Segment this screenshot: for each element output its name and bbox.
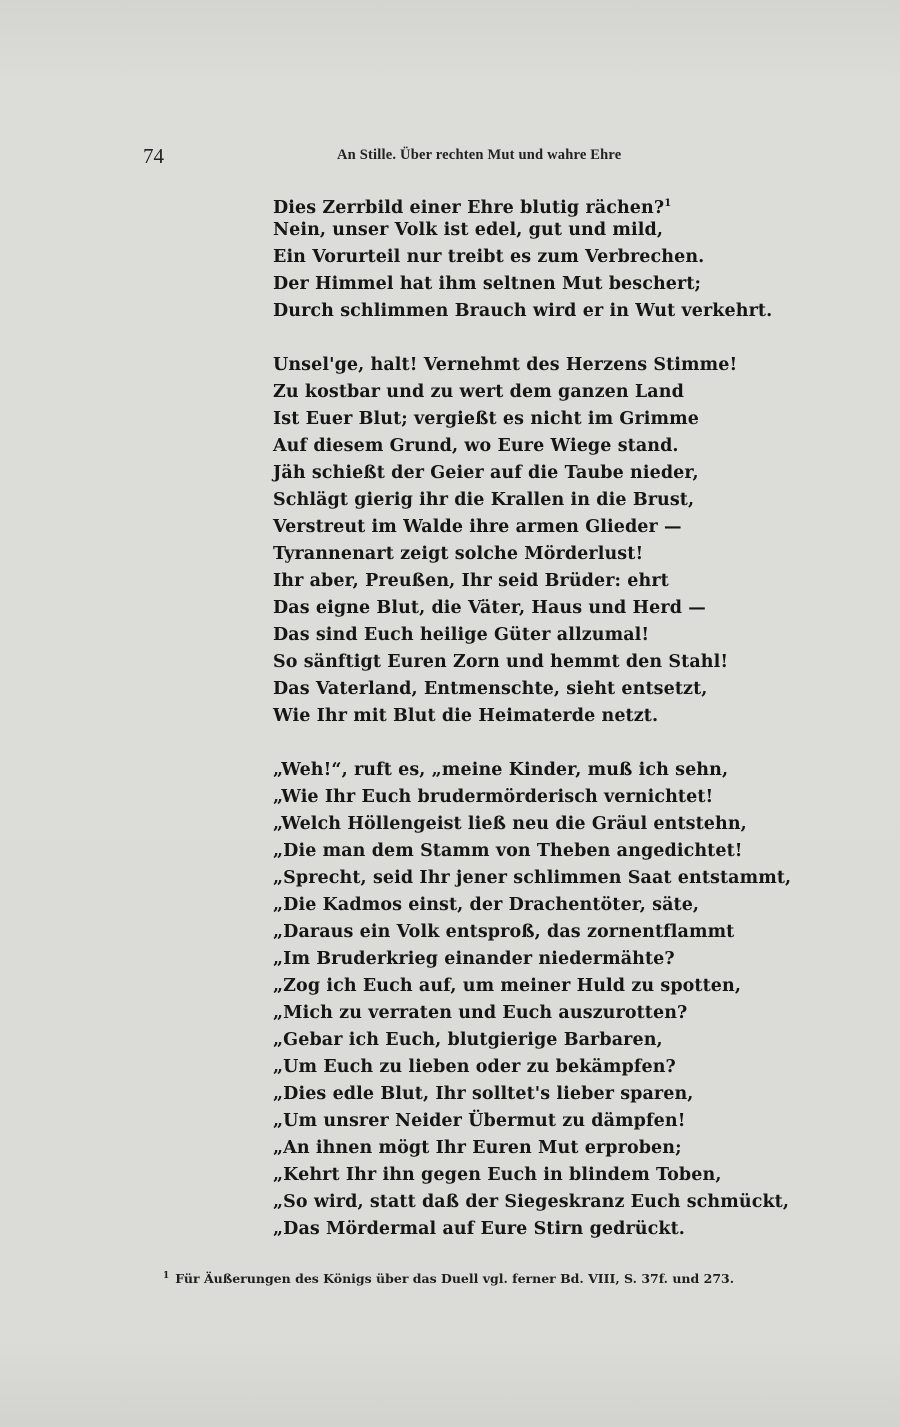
- poem-line: „So wird, statt daß der Siegeskranz Euch schmückt,: [273, 1192, 790, 1212]
- poem-line: „Die Kadmos einst, der Drachentöter, säte,: [273, 895, 700, 915]
- poem-line: Das sind Euch heilige Güter allzumal!: [273, 625, 650, 645]
- footnote-ref: 1: [664, 198, 672, 209]
- poem-line: „Wie Ihr Euch brudermörderisch vernichtet!: [273, 787, 714, 807]
- poem-line: Nein, unser Volk ist edel, gut und mild,: [273, 220, 664, 240]
- poem-line: „An ihnen mögt Ihr Euren Mut erproben;: [273, 1138, 682, 1158]
- poem-line: Jäh schießt der Geier auf die Taube nieder,: [273, 463, 699, 483]
- poem-line: Das Vaterland, Entmenschte, sieht entsetzt,: [273, 679, 708, 699]
- poem-line: Zu kostbar und zu wert dem ganzen Land: [273, 382, 684, 402]
- poem-line: Ein Vorurteil nur treibt es zum Verbrechen.: [273, 247, 705, 267]
- poem-line: Ihr aber, Preußen, Ihr seid Brüder: ehrt: [273, 571, 669, 591]
- poem-line: „Weh!“, ruft es, „meine Kinder, muß ich sehn,: [273, 760, 729, 780]
- poem-line: „Gebar ich Euch, blutgierige Barbaren,: [273, 1030, 663, 1050]
- poem-line: „Um Euch zu lieben oder zu bekämpfen?: [273, 1057, 676, 1077]
- footnote-mark: 1: [163, 1271, 170, 1281]
- stanza: [273, 190, 773, 325]
- page-header: [143, 144, 663, 172]
- page-number: 74: [143, 144, 164, 168]
- poem-line: Schlägt gierig ihr die Krallen in die Brust,: [273, 490, 695, 510]
- poem-line: „Dies edle Blut, Ihr solltet's lieber sparen,: [273, 1084, 694, 1104]
- stanza: [273, 757, 792, 1243]
- running-head: An Stille. Über rechten Mut und wahre Ehre: [337, 147, 622, 163]
- poem-line: „Zog ich Euch auf, um meiner Huld zu spotten,: [273, 976, 742, 996]
- poem-line: „Daraus ein Volk entsproß, das zornentflammt: [273, 922, 735, 942]
- poem-line: Wie Ihr mit Blut die Heimaterde netzt.: [273, 706, 659, 726]
- poem-line: „Die man dem Stamm von Theben angedichtet!: [273, 841, 743, 861]
- poem-line: Der Himmel hat ihm seltnen Mut beschert;: [273, 274, 702, 294]
- poem-line: So sänftigt Euren Zorn und hemmt den Stahl!: [273, 652, 729, 672]
- stanza-break: [273, 325, 743, 352]
- footnote: [163, 1271, 734, 1286]
- poem-line: Unsel'ge, halt! Vernehmt des Herzens Stimme!: [273, 355, 738, 375]
- poem-line: Verstreut im Walde ihre armen Glieder —: [273, 517, 682, 537]
- stanza-break: [273, 730, 743, 757]
- poem-line: Das eigne Blut, die Väter, Haus und Herd —: [273, 598, 706, 618]
- poem-line: „Mich zu verraten und Euch auszurotten?: [273, 1003, 688, 1023]
- stanza: [273, 352, 743, 730]
- poem-line: Auf diesem Grund, wo Eure Wiege stand.: [273, 436, 679, 456]
- poem-line: „Welch Höllengeist ließ neu die Gräul entstehn,: [273, 814, 747, 834]
- footnote-text: Für Äußerungen des Königs über das Duell vgl. ferner Bd. VIII, S. 37f. und 273.: [175, 1271, 735, 1287]
- poem-line: Durch schlimmen Brauch wird er in Wut verkehrt.: [273, 301, 773, 321]
- poem-line: „Kehrt Ihr ihn gegen Euch in blindem Toben,: [273, 1165, 722, 1185]
- poem-line: Dies Zerrbild einer Ehre blutig rächen?$^1$: [273, 197, 672, 218]
- poem: [273, 190, 792, 1243]
- poem-line: Tyrannenart zeigt solche Mörderlust!: [273, 544, 644, 564]
- poem-line: „Um unsrer Neider Übermut zu dämpfen!: [273, 1111, 686, 1131]
- poem-line: „Das Mördermal auf Eure Stirn gedrückt.: [273, 1219, 685, 1239]
- poem-line: Ist Euer Blut; vergießt es nicht im Grimme: [273, 409, 699, 429]
- poem-line: „Im Bruderkrieg einander niedermähte?: [273, 949, 675, 969]
- poem-line: „Sprecht, seid Ihr jener schlimmen Saat entstammt,: [273, 868, 792, 888]
